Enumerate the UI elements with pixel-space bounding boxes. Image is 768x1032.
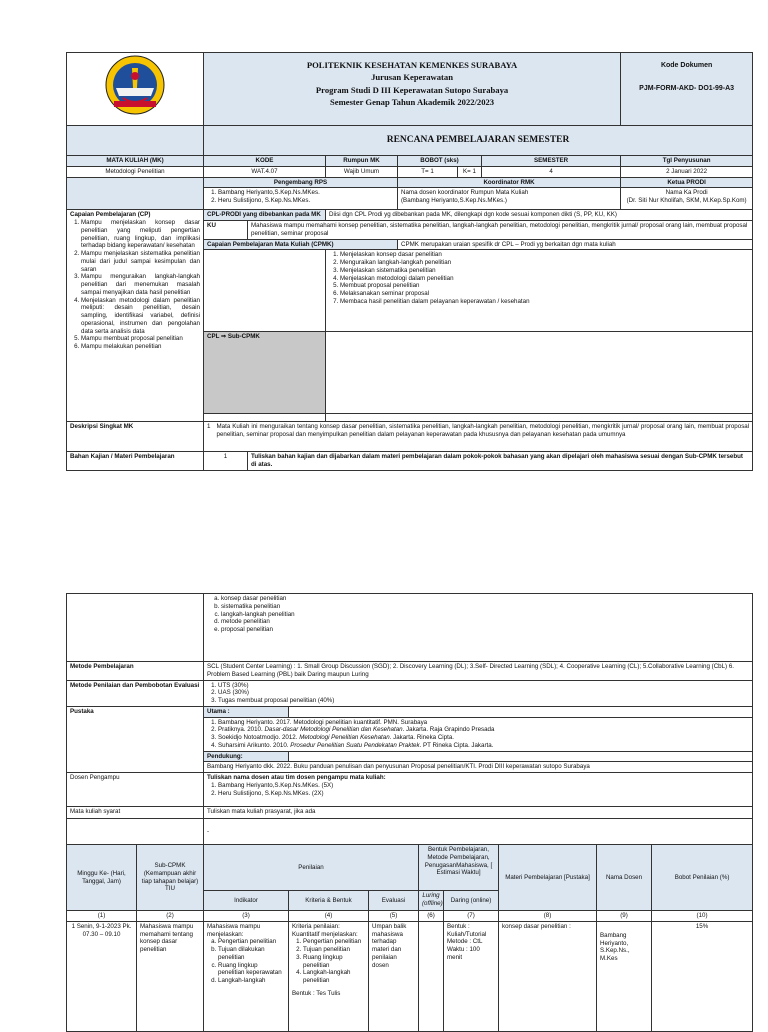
bobot-theory: T= 1	[398, 166, 458, 177]
head-cell	[621, 188, 753, 210]
penilaian-list	[204, 680, 753, 706]
header-kriteria: Kriteria & Bentuk	[289, 891, 369, 911]
course-semester: 4	[482, 166, 621, 177]
pustaka-text: . Jakarta. Raja Grapindo Presada	[402, 726, 495, 734]
metode-label: Metode Pembelajaran	[67, 662, 204, 681]
header-daring: Daring (online)	[444, 891, 499, 911]
dosen-item: 2. Heru Sulistijono, S.Kep.Ns.MKes. (2X)	[218, 790, 749, 798]
doc-code-label: Kode Dokumen	[660, 62, 713, 69]
label-date: Tgl Penyusunan	[621, 156, 753, 167]
desc-label: Deskripsi Singkat MK	[67, 422, 204, 452]
label-rumpun: Rumpun MK	[326, 156, 398, 167]
indikator-item: b. Tujuan dilakukan penelitian	[218, 946, 285, 962]
sub-cpmk-label: CPL ⇒ Sub-CPMK	[207, 333, 260, 341]
course-rumpun: Wajib Umum	[326, 166, 398, 177]
pustaka-pendukung-label: Pendukung:	[204, 751, 289, 762]
bahan-label: Bahan Kajian / Materi Pembelajaran	[67, 452, 204, 471]
label-coordinator: Koordinator RMK	[398, 177, 621, 188]
cpmk-item: 4. Menjelaskan metodologi dalam penelitian	[340, 275, 749, 283]
cpl-prodi-label: CPL-PRODI yang dibebankan pada MK	[204, 210, 326, 221]
logo-cell	[67, 53, 204, 126]
cp-item: 3. Mampu menguraikan langkah-langkah penelitian dari menemukan masalah sampai menyajikan data hasil penelitian	[81, 273, 200, 296]
header-penilaian: Penilaian	[204, 845, 419, 891]
dosen-instruction: Tuliskan nama dosen atau tim dosen pengampu mata kuliah:	[207, 774, 386, 781]
syarat-dash: -	[204, 819, 753, 845]
page-1	[66, 52, 752, 507]
developer-item: 2. Heru Sulistijono, S.Kep.Ns.MKes.	[218, 197, 394, 205]
penilaian-item: 1. UTS (30%)	[218, 682, 749, 690]
program-name: Program Studi D III Keperawatan Sutopo Surabaya	[315, 84, 509, 95]
kriteria-item: 3. Ruang lingkup penelitian	[303, 954, 365, 970]
cpmk-text: CPMK merupakan uraian spesifik dr CPL – Prodi yg berkaitan dgn mata kuliah	[398, 239, 753, 250]
penilaian-item: 2. UAS (30%)	[218, 689, 749, 697]
cpmk-item: 7. Membaca hasil penelitian dalam pelayanan keperawatan / kesehatan	[340, 298, 749, 306]
indikator-intro: Mahasiswa mampu menjelaskan:	[207, 922, 261, 938]
indikator-item: d. Langkah-langkah	[218, 977, 285, 985]
bahan-item: a. konsep dasar penelitian	[221, 595, 749, 603]
col-num: (1)	[67, 911, 137, 922]
desc-text: Mata Kuliah ini menguraikan tentang konsep dasar penelitian, sistematika penelitian, langkah-langkah penelitian, metodologi penelitian, mengkritik jurnal/ proposal orang lain, membuat proposal penelitian, seminar proposal dan menyimpulkan penelitian dalam pelayanan keperawatan pada khususnya dan pelayanan kesehatan pada umumnya	[214, 422, 753, 452]
head-note: Nama Ka Prodi	[665, 189, 708, 197]
pustaka-text: Suharsimi Arikunto. 2010.	[218, 741, 291, 749]
bahan-item: c. langkah-langkah penelitian	[221, 611, 749, 619]
kriteria-item: 2. Tujuan penelitian	[303, 946, 365, 954]
pustaka-pendukung: Bambang Heriyanto dkk. 2022. Buku panduan penulisan dan penyusunan Proposal penelitian/KTI. Prodi DIII keperawatan sutopo Surabaya	[204, 762, 753, 773]
pustaka-title: Prosedur Penelitian Suatu Pendekatan Praktek	[290, 741, 420, 749]
pustaka-text: Bambang Heriyanto. 2017. Metodologi penelitian kuantitatif. PMN. Surabaya	[218, 718, 428, 726]
cp-label: Capaian Pembelajaran (CP)	[70, 211, 151, 219]
bahan-item: b. sistematika penelitian	[221, 603, 749, 611]
rps-table-page-1	[66, 52, 753, 471]
header-indikator: Indikator	[204, 891, 289, 911]
label-bobot: BOBOT (sks)	[398, 156, 482, 167]
pustaka-text: Soekidjo Notoatmodjo. 2012.	[218, 734, 300, 741]
penilaian-label: Metode Penilaian dan Pembobotan Evaluasi	[67, 680, 204, 706]
kriteria-cell	[289, 921, 369, 1031]
indikator-item: a. Pengertian penelitian	[218, 938, 285, 946]
evaluasi-cell: Umpan balik mahasiswa terhadap materi dan penilaian dosen	[369, 921, 419, 1031]
bobot-clinical: K= 1	[458, 166, 482, 177]
pustaka-item	[218, 719, 749, 727]
cpmk-item: 3. Menjelaskan sistematika penelitian	[340, 267, 749, 275]
institution-name: POLITEKNIK KESEHATAN KEMENKES SURABAYA	[306, 60, 518, 70]
page-2	[66, 593, 752, 1024]
semester-info: Semester Genap Tahun Akademik 2022/2023	[330, 97, 495, 108]
rps-title: RENCANA PEMBELAJARAN SEMESTER	[204, 126, 753, 156]
cpl-prodi-text: Diisi dgn CPL Prodi yg dibebankan pada MK, dilengkapi dgn kode sesuai komponen dikti (S, PP, KU, KK)	[326, 210, 753, 221]
coordinator-cell	[398, 188, 621, 210]
kriteria-intro: Kriteria penilaian: Kuantitatif menjelaskan:	[292, 922, 358, 938]
bahan-item: d. metode penelitian	[221, 618, 749, 626]
cpmk-item: 6. Melaksanakan seminar proposal	[340, 290, 749, 298]
pustaka-title: Metodologi Penelitian Kesehatan	[299, 734, 390, 741]
dosen-name-cell: Bambang Heriyanto, S.Kep.Ns., M.Kes	[597, 921, 652, 1031]
bahan-text: Tuliskan bahan kajian dan dijabarkan dalam materi pembelajaran dalam pokok-pokok bahasan yang akan dipelajari oleh mahasiswa sesuai dengan Sub-CPMK tersebut di atas.	[248, 452, 753, 471]
header-subcpmk: Sub-CPMK (Kemampuan akhir tiap tahapan belajar) TIU	[137, 845, 204, 911]
dosen-cell	[204, 773, 753, 807]
label-semester: SEMESTER	[482, 156, 621, 167]
syarat-label: Mata kuliah syarat	[67, 807, 204, 819]
kriteria-bentuk: Bentuk : Tes Tulis	[292, 989, 341, 997]
header-materi: Materi Pembelajaran [Pustaka]	[499, 845, 597, 911]
header-bobot: Bobot Penilaian (%)	[652, 845, 753, 911]
materi-cell: konsep dasar penelitian :	[499, 921, 597, 1031]
bahan-item: e. proposal penelitian	[221, 626, 749, 634]
pustaka-item	[218, 726, 749, 734]
developer-list	[204, 188, 398, 210]
label-course-name: MATA KULIAH (MK)	[67, 156, 204, 167]
daring-cell: Bentuk : Kuliah/Tutorial Metode : CtL Waktu : 100 menit	[444, 921, 499, 1031]
cp-cell	[67, 210, 204, 422]
rps-table-page-2	[66, 593, 753, 1032]
ku-label: KU	[204, 221, 248, 240]
pustaka-label: Pustaka	[67, 706, 204, 772]
course-name: Metodologi Penelitian	[67, 166, 204, 177]
course-date: 2 Januari 2022	[621, 166, 753, 177]
col-num: (4)	[289, 911, 369, 922]
kriteria-item: 1. Pengertian penelitian	[303, 938, 365, 946]
pustaka-item	[218, 742, 749, 750]
cpmk-item: 2. Menguraikan langkah-langkah penelitian	[340, 259, 749, 267]
header-luring: Luring (offline)	[419, 891, 444, 911]
institution-header	[204, 53, 621, 126]
cp-item: 4. Menjelaskan metodologi dalam penelitian meliputi: desain penelitian, desain sampling, identifikasi variabel, definisi operasional, instrumen dan pengolahan data serta analisis data	[81, 297, 200, 336]
col-num: (2)	[137, 911, 204, 922]
course-code: WAT.4.07	[204, 166, 326, 177]
col-num: (8)	[499, 911, 597, 922]
ku-text: Mahasiswa mampu memahami konsep penelitian, sistematika penelitian, langkah-langkah penelitian, metodologi penelitian, mengkritik jurnal/ proposal orang lain, membuat proposal penelitian, seminar proposal	[248, 221, 753, 240]
cpmk-list	[326, 250, 753, 332]
pustaka-text: Pratiknya. 2010.	[218, 726, 265, 734]
cp-item: 2. Mampu menjelaskan sistematika penelitian mulai dari judul sampai kesimpulan dan saran	[81, 250, 200, 273]
cp-item: 5. Mampu membuat proposal penelitian	[81, 335, 200, 343]
head-name: (Dr. Siti Nur Kholifah, SKM, M.Kep.Sp.Kom)	[626, 197, 747, 204]
desc-num: 1	[204, 422, 214, 452]
pustaka-utama-label: Utama :	[204, 706, 289, 717]
penilaian-item: 3. Tugas membuat proposal penelitian (40%)	[218, 697, 749, 705]
header-nama-dosen: Nama Dosen	[597, 845, 652, 911]
doc-code-cell	[621, 53, 753, 126]
col-num: (9)	[597, 911, 652, 922]
subcpmk-cell: Mahasiswa mampu memahami tentang konsep dasar penelitian	[137, 921, 204, 1031]
bobot-cell: 15%	[652, 921, 753, 1031]
cpmk-item: 5. Membuat proposal penelitian	[340, 282, 749, 290]
pustaka-item	[218, 734, 749, 742]
dosen-label: Dosen Pengampu	[67, 773, 204, 807]
syarat-text: Tuliskan mata kuliah prasyarat, jika ada	[204, 807, 753, 819]
pustaka-title: Dasar-dasar Metodologi Penelitian dan Kesehatan	[264, 726, 403, 734]
bahan-list	[204, 594, 753, 662]
bahan-num: 1	[204, 452, 248, 471]
sub-cpmk-label-cell	[204, 332, 326, 414]
cp-item: 1. Mampu menjelaskan konsep dasar penelitian yang meliputi pengertian penelitian, ruang lingkup, dan implikasi terhadap bidang keperawatan/ kesehatan	[81, 219, 200, 250]
header-minggu: Minggu Ke- (Hari, Tanggal, Jam)	[67, 845, 137, 911]
dosen-item: 1. Bambang Heriyanto,S.Kep.Ns.MKes. (5X)	[218, 782, 749, 790]
indikator-cell	[204, 921, 289, 1031]
label-code: KODE	[204, 156, 326, 167]
kriteria-item: 4. Langkah-langkah penelitian	[303, 969, 365, 985]
week-cell: 1 Senin, 9-1-2023 Pk. 07.30 – 09.10	[67, 921, 137, 1031]
label-developer: Pengembang RPS	[204, 177, 398, 188]
label-head: Ketua PRODI	[621, 177, 753, 188]
col-num: (6)	[419, 911, 444, 922]
developer-item: 1. Bambang Heriyanto,S.Kep.Ns.MKes.	[218, 189, 394, 197]
cpmk-item: 1. Menjelaskan konsep dasar penelitian	[340, 251, 749, 259]
coordinator-name: (Bambang Heriyanto,S.Kep.Ns.MKes.)	[401, 197, 507, 204]
doc-code: PJM-FORM-AKD- DO1-99-A3	[639, 84, 735, 92]
cp-item: 6. Mampu melakukan penelitian	[81, 343, 200, 351]
metode-text: SCL (Student Center Learning) : 1. Small Group Discussion (SGD); 2. Discovery Learning (DL); 3.Self- Directed Learning (SDL); 4. Cooperative Learning (CL); 5.Collaborative Learning (CbL) 6. Problem Based Learning (PBL) baik Daring maupun Luring	[204, 662, 753, 681]
col-num: (5)	[369, 911, 419, 922]
col-num: (7)	[444, 911, 499, 922]
department-name: Jurusan Keperawatan	[371, 72, 453, 83]
pustaka-text: . PT Rineka Cipta. Jakarta.	[419, 741, 494, 749]
poltekkes-logo	[96, 54, 174, 116]
pustaka-utama-list	[204, 717, 753, 751]
header-bentuk: Bentuk Pembelajaran, Metode Pembelajaran, PenugasanMahasiswa, [ Estimasi Waktu]	[419, 845, 499, 891]
header-evaluasi: Evaluasi	[369, 891, 419, 911]
col-num: (3)	[204, 911, 289, 922]
indikator-item: c. Ruang lingkup penelitian keperawatan	[218, 962, 285, 978]
cpmk-label: Capaian Pembelajaran Mata Kuliah (CPMK)	[204, 239, 398, 250]
coordinator-note: Nama dosen koordinator Rumpun Mata Kuliah	[401, 189, 529, 197]
pustaka-text: . Jakarta. Rineka Cipta.	[389, 734, 454, 741]
col-num: (10)	[652, 911, 753, 922]
